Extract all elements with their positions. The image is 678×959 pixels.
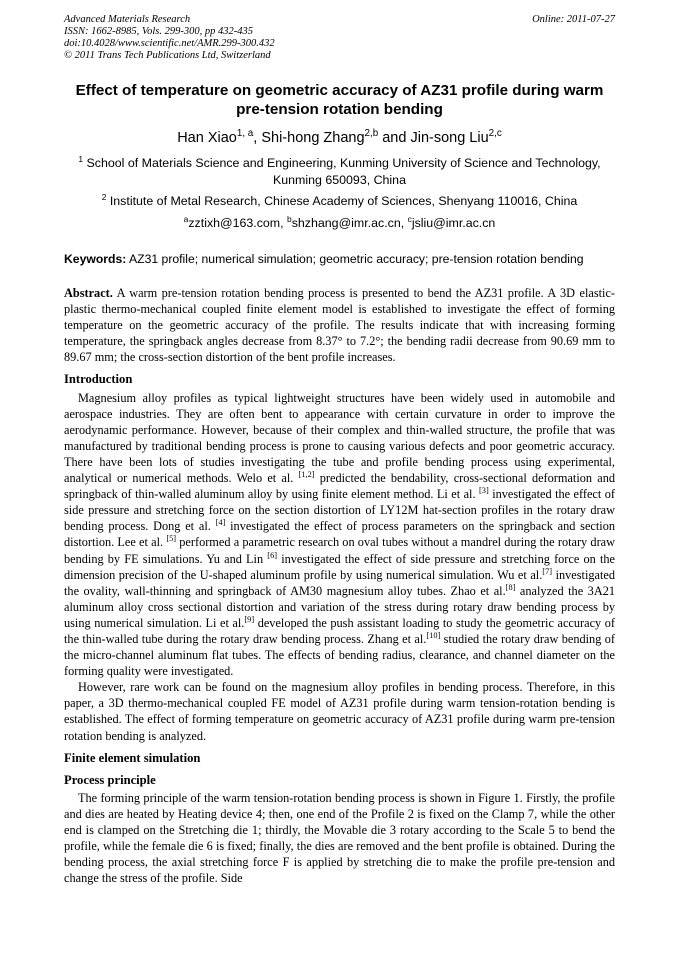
paragraph-text: investigated the ovality, wall-thinning and springback of AM30 magnesium alloy tubes. Zhao et al. [64,567,615,598]
author-affiliation-mark: 1, a [236,128,254,140]
author-emails [64,215,615,232]
affiliation-text: School of Materials Science and Engineering, Kunming University of Science and Technology, Kunming 650093, China [86,156,601,187]
paragraph: However, rare work can be found on the magnesium alloy profiles in bending process. Therefore, in this paper, a 3D thermo-mechanical coupled FE model of AZ31 profile during warm tension-rotation bending is established. The effect of forming temperature on geometric accuracy of AZ31 profile during warm pre-tension rotation bending is analyzed. [64,680,615,743]
journal-doi: doi:10.4028/www.scientific.net/AMR.299-300.432 [64,38,275,49]
citation: [4] [215,518,226,528]
keywords-label: Keywords: [64,252,127,266]
keywords-text: AZ31 profile; numerical simulation; geometric accuracy; pre-tension rotation bending [126,252,584,266]
online-date: Online: 2011-07-27 [532,14,615,25]
journal-name: Advanced Materials Research [64,14,191,25]
author-separator: and [378,130,411,146]
paragraph-text: investigated the effect of side pressure and stretching force on the section distortion of LY12M hat-section profiles in the rotary draw bending process. Dong et al. [64,487,615,534]
citation: [5] [166,534,177,544]
paper-body [64,285,615,886]
paragraph-text: predicted the bendability, cross-sectional deformation and springback of thin-walled aluminum alloy by using finite element method. Li et al. [64,471,615,502]
affiliation-number: 1 [78,153,84,164]
email-address: zztixh@163.com, [188,216,288,230]
section-heading-introduction: Introduction [64,372,133,387]
affiliation-2 [64,193,615,210]
journal-header [64,14,615,62]
affiliation-text: Institute of Metal Research, Chinese Academy of Sciences, Shenyang 110016, China [109,194,578,208]
author-separator: , [253,130,262,146]
paragraph: The forming principle of the warm tension-rotation bending process is shown in Figure 1. Firstly, the profile and dies are heated by Heating device 4; then, one end of the Profile 2 is fixed on the Clamp 7, while the other end is clamped on the Stretching die 1; thirdly, the Movable die 3 rotary according to the Scale 5 to bend the profile, while the female die 6 is fixed; finally, the dies are removed and the bent profile is obtained. During the bending process, the axial stretching force F is applied by stretching die to make the profile pre-tension and change the stress of the profile. Side [64,790,615,886]
citation: [7] [542,566,553,576]
section-heading-fe-simulation: Finite element simulation [64,750,201,765]
citation: [1,2] [298,469,315,479]
paragraph-text: Magnesium alloy profiles as typical lightweight structures have been widely used in automobile and aerospace industries. They are often bent to appearance with certain curvature in order to improve the aerodynamic performance. However, because of their complex and thin-walled structure, the profile that was manufactured by traditional bending process is prone to causing various defects and poor geometric accuracy. There have been lots of studies investigating the tube and profile bending process using experimental, analytical or numerical methods. Welo et al. [64,390,615,486]
author-affiliation-mark: 2,c [488,128,502,140]
paragraph-text: developed the push assistant loading to study the geometric accuracy of the thin-walled tube during the rotary draw bending process. Zhang et al. [64,615,615,646]
citation: [8] [505,582,516,592]
email-address: jsliu@imr.ac.cn [411,216,496,230]
citation: [9] [244,614,255,624]
paragraph-text: studied the rotary draw bending of the micro-channel aluminum flat tubes. The effects of bending radius, clearance, and channel diameter on the forming quality were investigated. [64,631,615,679]
author-affiliation-mark: 2,b [364,128,379,140]
paragraph-text: investigated the effect of process parameters on the springback and section distortion. Lee et al. [64,519,616,550]
subsection-heading-process-principle: Process principle [64,772,156,787]
email-address: shzhang@imr.ac.cn, [291,216,408,230]
paragraph [64,390,615,680]
author-name: Han Xiao [177,130,237,146]
email-mark: c [407,213,412,224]
email-mark: a [183,213,189,224]
email-mark: b [287,213,292,224]
paragraph-text: investigated the effect of side pressure and stretching force on the dimension precision of the U-shaped aluminum profile by using numerical simulation. Wu et al. [64,551,615,582]
paper-title: Effect of temperature on geometric accuracy of AZ31 profile during warm pre-tension rotation bending [75,82,604,118]
paragraph-text: analyzed the 3A21 aluminum alloy cross sectional distortion and variation of the stress during rotary draw bending process by using numerical simulation. Li et al. [64,583,616,630]
citation: [6] [267,550,278,560]
abstract-text: A warm pre-tension rotation bending process is presented to bend the AZ31 profile. A 3D elastic-plastic thermo-mechanical coupled finite element model is established to investigate the effect of forming temperature on the geometric accuracy of the profile. The results indicate that with increasing forming temperature, the springback angles decrease from 8.37° to 7.2°; the bending radii decrease from 90.69 mm to 89.67 mm; the cross-section distortion of the bent profile increases. [64,286,615,365]
citation: [10] [426,630,441,640]
keywords [64,251,615,267]
author-name: Shi-hong Zhang [261,130,365,146]
paragraph-text: performed a parametric research on oval tubes without a mandrel during the rotary draw bending by FE simulations. Yu and Lin [64,535,615,566]
citation: [3] [479,486,489,496]
journal-copyright: © 2011 Trans Tech Publications Ltd, Switzerland [64,50,271,61]
author-list [64,129,615,147]
affiliation-number: 2 [101,191,107,202]
author-name: Jin-song Liu [410,130,489,146]
abstract [64,285,615,365]
journal-issn: ISSN: 1662-8985, Vols. 299-300, pp 432-435 [64,26,253,37]
affiliation-1 [64,155,615,189]
abstract-label: Abstract. [64,286,113,300]
